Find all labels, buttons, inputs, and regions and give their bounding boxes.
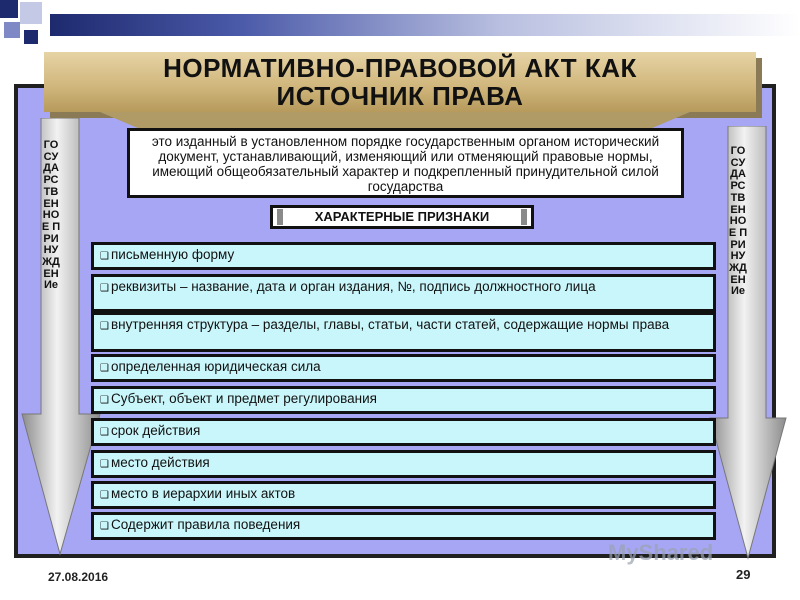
characteristics-header: ХАРАКТЕРНЫЕ ПРИЗНАКИ bbox=[270, 205, 534, 229]
list-item bbox=[91, 386, 716, 414]
checkbox-bullet-icon: ❑ bbox=[100, 363, 109, 374]
checkbox-bullet-icon: ❑ bbox=[100, 395, 109, 406]
list-item bbox=[91, 481, 716, 509]
slide-title bbox=[44, 52, 756, 112]
right-vertical-text: ГОСУДАРСТВЕННОЕ ПРИНУЖДЕНИе bbox=[728, 145, 748, 298]
list-item-text: место действия bbox=[110, 455, 210, 470]
left-vertical-text: ГОСУДАРСТВЕННОЕ ПРИНУЖДЕНИе bbox=[41, 139, 61, 292]
list-item bbox=[91, 242, 716, 270]
list-item bbox=[91, 512, 716, 540]
list-item-text: письменную форму bbox=[110, 247, 235, 262]
checkbox-bullet-icon: ❑ bbox=[100, 490, 109, 501]
definition-box: это изданный в установленном порядке государственным органом исторический документ, устанавливающий, изменяющий или отменяющий правовые нормы, имеющий общеобязательный характер и подкрепленный принудительной силой государства bbox=[127, 128, 684, 198]
decor-square bbox=[24, 30, 38, 44]
decor-square bbox=[4, 22, 20, 38]
decor-square bbox=[20, 2, 42, 24]
footer-date: 27.08.2016 bbox=[48, 570, 109, 584]
list-item-text: реквизиты – название, дата и орган издания, №, подпись должностного лица bbox=[110, 279, 596, 294]
watermark-logo: MyShared bbox=[608, 540, 714, 565]
list-item-text: срок действия bbox=[110, 423, 201, 438]
list-item-text: Субъект, объект и предмет регулирования bbox=[110, 391, 377, 406]
right-down-arrow bbox=[708, 126, 790, 562]
list-item bbox=[91, 354, 716, 382]
checkbox-bullet-icon: ❑ bbox=[100, 321, 109, 332]
checkbox-bullet-icon: ❑ bbox=[100, 251, 109, 262]
left-down-arrow bbox=[20, 118, 102, 556]
list-item-text: Содержит правила поведения bbox=[110, 517, 301, 532]
list-item bbox=[91, 418, 716, 446]
checkbox-bullet-icon: ❑ bbox=[100, 283, 109, 294]
list-item bbox=[91, 274, 716, 312]
checkbox-bullet-icon: ❑ bbox=[100, 459, 109, 470]
list-item bbox=[91, 312, 716, 352]
title-line-1: НОРМАТИВНО-ПРАВОВОЙ АКТ КАК bbox=[163, 53, 637, 83]
checkbox-bullet-icon: ❑ bbox=[100, 427, 109, 438]
list-item bbox=[91, 450, 716, 478]
decor-gradient-bar bbox=[50, 14, 800, 36]
decor-square bbox=[0, 0, 18, 18]
list-item-text: определенная юридическая сила bbox=[110, 359, 321, 374]
checkbox-bullet-icon: ❑ bbox=[100, 521, 109, 532]
list-item-text: внутренняя структура – разделы, главы, статьи, части статей, содержащие нормы права bbox=[110, 317, 670, 332]
title-line-2: ИСТОЧНИК ПРАВА bbox=[276, 81, 524, 111]
page-number: 29 bbox=[736, 567, 751, 582]
list-item-text: место в иерархии иных актов bbox=[110, 486, 296, 501]
